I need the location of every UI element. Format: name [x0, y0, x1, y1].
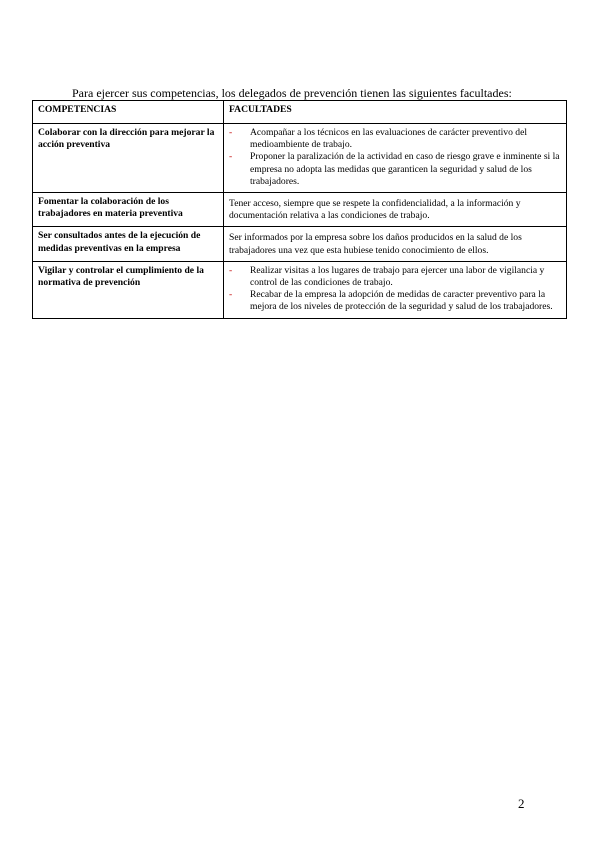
list-item-text: Proponer la paralización de la actividad en caso de riesgo grave e inminente si la empresa no adopta las medidas que garanticen la seguridad y salud de los trabajadores. [250, 151, 560, 187]
table-row [33, 261, 567, 318]
facultad-list [229, 265, 561, 314]
list-item-text: Realizar visitas a los lugares de trabajo para ejercer una labor de vigilancia y control de las condiciones de trabajo. [250, 264, 545, 289]
table-header-row [33, 101, 567, 124]
table-row [33, 227, 567, 261]
competencia-cell: Colaborar con la dirección para mejorar la acción preventiva [33, 124, 224, 193]
header-competencias: COMPETENCIAS [33, 101, 224, 124]
dash-bullet: - [229, 151, 233, 163]
facultad-list [229, 127, 561, 188]
list-item-text: Acompañar a los técnicos en las evaluaciones de carácter preventivo del medioambiente de trabajo. [250, 127, 528, 151]
dash-bullet: - [229, 264, 233, 276]
list-item [229, 127, 561, 151]
list-item [229, 151, 561, 188]
list-item-text: Recabar de la empresa la adopción de medidas de caracter preventivo para la mejora de los niveles de protección de la seguridad y salud de los trabajadores. [250, 289, 553, 313]
facultad-cell [224, 261, 567, 318]
table-row [33, 124, 567, 193]
competencia-cell: Ser consultados antes de la ejecución de medidas preventivas en la empresa [33, 227, 224, 261]
competencias-table [32, 100, 567, 319]
page-number: 2 [518, 796, 525, 811]
dash-bullet: - [229, 289, 233, 301]
competencia-cell: Fomentar la colaboración de los trabajadores en materia preventiva [33, 193, 224, 227]
dash-bullet: - [229, 127, 233, 138]
table-row [33, 193, 567, 227]
intro-paragraph: Para ejercer sus competencias, los delegados de prevención tienen las siguientes facultades: [72, 86, 512, 100]
facultad-cell: Ser informados por la empresa sobre los daños producidos en la salud de los trabajadores una vez que esta hubiese tenido conocimiento de ellos. [224, 227, 567, 261]
list-item [229, 265, 561, 289]
facultad-cell: Tener acceso, siempre que se respete la confidencialidad, a la información y documentación relativa a las condiciones de trabajo. [224, 193, 567, 227]
facultad-cell [224, 124, 567, 193]
header-facultades: FACULTADES [224, 101, 567, 124]
competencia-cell: Vigilar y controlar el cumplimiento de la normativa de prevención [33, 261, 224, 318]
list-item [229, 289, 561, 313]
